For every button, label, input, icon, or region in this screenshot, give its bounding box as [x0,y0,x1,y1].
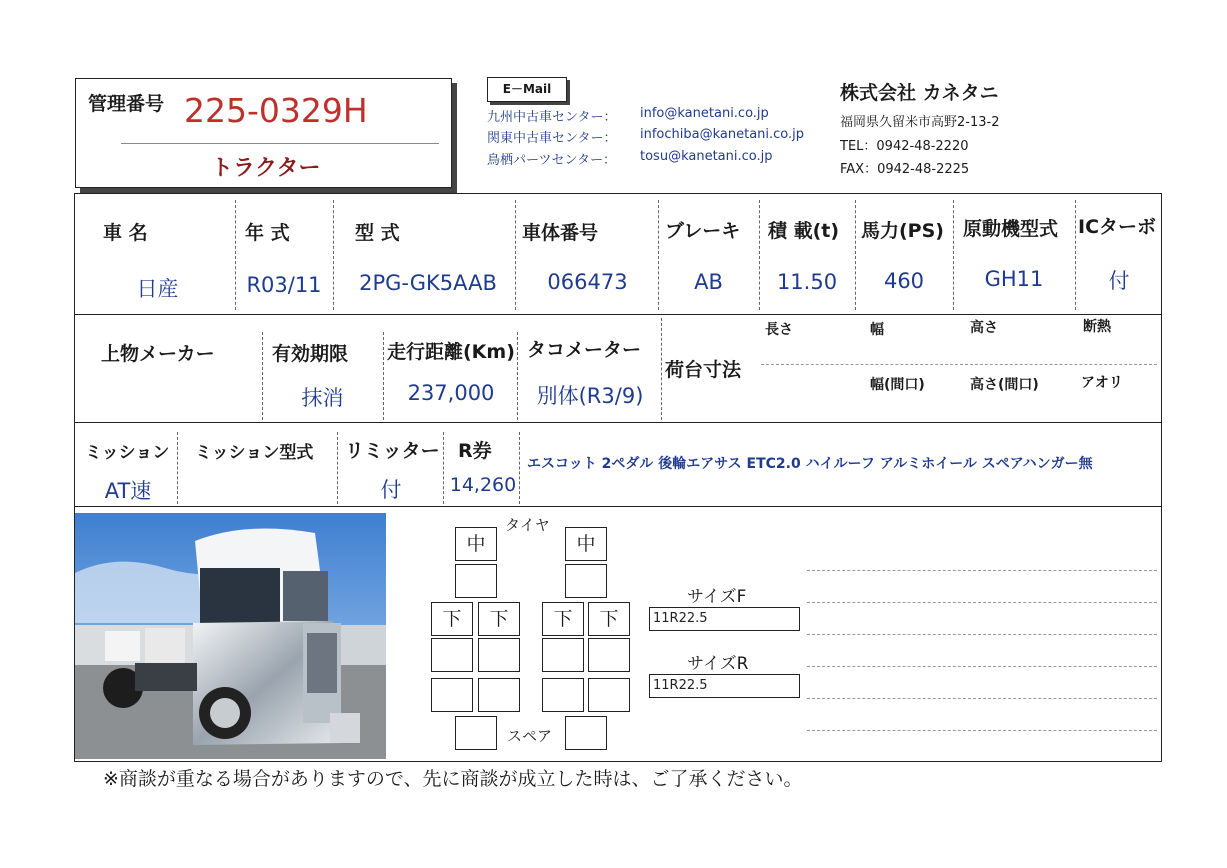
header-car-name: 車 名 [103,222,148,244]
value-brake: AB [694,270,723,294]
email-row [487,149,773,168]
spec-sheet [74,193,1162,762]
row-divider [75,422,1161,423]
label-size-rear: サイズR [687,654,749,674]
label-bed-dimensions: 荷台寸法 [665,359,742,381]
value-r-ticket: 14,260 [449,474,517,496]
value-horsepower: 460 [883,269,925,293]
note-line [807,634,1157,635]
header-engine: 原動機型式 [963,218,1059,240]
column-divider [759,200,760,310]
label-limiter: リミッター [345,440,440,462]
label-opening-width: 幅(間口) [870,377,925,393]
column-divider [519,432,520,504]
label-transmission: ミッション [85,443,170,463]
column-divider [177,432,178,504]
tire-front-left [455,564,497,598]
company-tel: TEL：0942-48-2220 [840,139,969,154]
label-length: 長さ [765,322,793,338]
tire-rear [478,678,520,712]
footer-note: ※商談が重なる場合がありますので、先に商談が成立した時は、ご了承ください。 [103,768,803,790]
label-mileage: 走行距離(Km) [387,341,515,363]
email-address[interactable]: infochiba@kanetani.co.jp [640,127,805,142]
tire-front-right [565,564,607,598]
value-chassis: 066473 [547,270,628,294]
tire-rear-mark: 下 [478,602,520,636]
row-divider [75,314,1161,315]
email-row [487,106,769,125]
company-address: 福岡県久留米市高野2-13-2 [840,115,1000,130]
options-text: エスコット 2ペダル 後輪エアサス ETC2.0 ハイルーフ アルミホイール スペアハンガー無 [527,456,1093,472]
email-tag: E－Mail [487,77,567,102]
tire-rear-mark: 下 [542,602,584,636]
tire-spare-right [565,716,607,750]
tire-rear [588,638,630,672]
note-line [807,570,1157,571]
note-line [807,666,1157,667]
note-line [807,602,1157,603]
company-fax: FAX：0942-48-2225 [840,162,970,177]
value-engine: GH11 [984,267,1044,291]
value-year: R03/11 [246,273,322,297]
column-divider [333,200,334,310]
label-opening-height: 高さ(間口) [970,377,1039,393]
label-side-gate: アオリ [1081,375,1123,391]
center-name: 鳥栖パーツセンター： [487,153,616,168]
tire-rear-mark: 下 [431,602,473,636]
header-ic-turbo: ICターボ [1078,216,1157,238]
note-line [807,730,1157,731]
note-line [807,698,1157,699]
value-limiter: 付 [380,478,402,502]
value-expiry: 抹消 [301,386,344,410]
tire-front-right-mark: 中 [565,527,607,561]
center-name: 九州中古車センター： [487,110,617,125]
header-horsepower: 馬力(PS) [861,220,944,242]
label-tire: タイヤ [505,516,550,534]
label-width: 幅 [870,322,884,338]
header-load: 積 載(t) [768,220,840,242]
tire-rear [542,678,584,712]
email-address[interactable]: tosu@kanetani.co.jp [640,149,773,164]
column-divider [383,332,384,420]
tire-rear [431,678,473,712]
tire-size-front: 11R22.5 [649,607,800,631]
tire-rear [478,638,520,672]
tire-rear [588,678,630,712]
header-chassis: 車体番号 [522,222,599,244]
column-divider [262,332,263,420]
label-insulation: 断熱 [1083,319,1111,335]
truck-photo [75,513,386,759]
management-number: 225-0329H [184,91,368,130]
label-tachometer: タコメーター [527,339,642,361]
tire-spare-left [455,716,497,750]
value-mileage: 237,000 [407,381,495,405]
label-expiry: 有効期限 [272,343,349,365]
label-body-maker: 上物メーカー [101,343,215,365]
label-transmission-type: ミッション型式 [195,443,314,463]
header-brake: ブレーキ [665,220,741,242]
value-car-name: 日産 [136,277,179,301]
column-divider [855,200,856,310]
column-divider [953,200,954,310]
tire-rear [542,638,584,672]
label-size-front: サイズF [687,587,747,607]
value-model: 2PG-GK5AAB [359,271,497,295]
management-box [75,78,452,188]
header-model: 型 式 [355,222,400,244]
label-spare: スペア [507,727,553,745]
value-transmission: AT速 [104,479,152,503]
label-height: 高さ [970,320,998,336]
value-tachometer: 別体(R3/9) [536,384,644,408]
column-divider [337,432,338,504]
row-divider [75,506,1161,507]
column-divider [658,200,659,310]
tire-size-rear: 11R22.5 [649,674,800,698]
column-divider [517,332,518,420]
value-ic-turbo: 付 [1108,269,1130,293]
tire-rear [431,638,473,672]
label-r-ticket: R券 [458,440,492,462]
email-address[interactable]: info@kanetani.co.jp [640,106,769,121]
email-row [487,127,805,146]
column-divider [515,200,516,310]
management-number-label: 管理番号 [88,93,165,115]
dimension-line [761,364,1157,365]
divider [121,143,439,144]
tire-rear-mark: 下 [588,602,630,636]
column-divider [235,200,236,310]
company-name: 株式会社 カネタニ [840,82,999,104]
column-divider [1075,200,1076,310]
header-year: 年 式 [245,222,290,244]
center-name: 関東中古車センター： [487,131,617,146]
vehicle-type: トラクター [211,156,321,181]
column-divider [661,318,662,420]
value-load: 11.50 [776,270,838,294]
column-divider [443,432,444,504]
tire-front-left-mark: 中 [455,527,497,561]
